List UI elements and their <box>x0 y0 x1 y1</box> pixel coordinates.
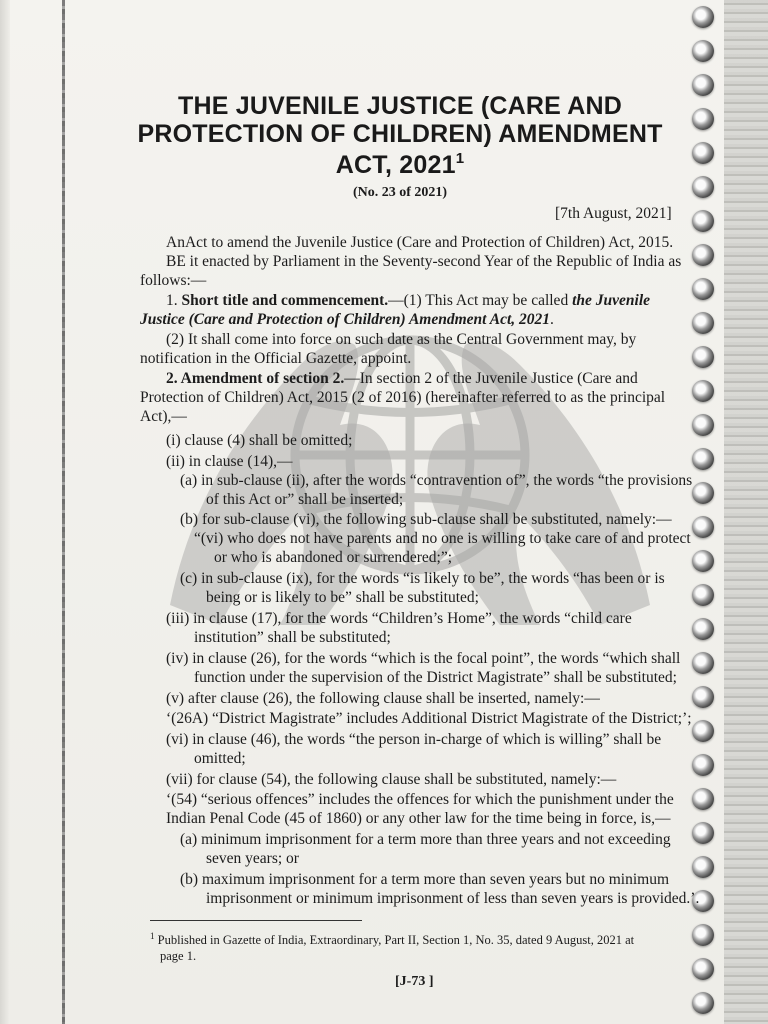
clause-iii-line-2: institution” shall be substituted; <box>194 629 391 646</box>
clause-vii: (vii) for clause (54), the following clause shall be substituted, namely:— <box>166 771 617 788</box>
clause-54-line-2: Indian Penal Code (45 of 1860) or any other law for the time being in force, is,— <box>166 810 671 827</box>
clause-iii-line-1: (iii) in clause (17), for the words “Children’s Home”, the words “child care <box>166 610 632 627</box>
short-title: Justice (Care and Protection of Children) Amendment Act, 2021 <box>140 311 551 328</box>
section-1-line-2: Justice (Care and Protection of Children) Amendment Act, 2021. <box>140 311 554 328</box>
section-1-line-4: notification in the Official Gazette, appoint. <box>140 350 412 367</box>
subclause-c-line-1: (c) in sub-clause (ix), for the words “is likely to be”, the words “has been or is <box>180 570 665 587</box>
section-2-line-3: Act),— <box>140 408 187 425</box>
act-title-line-1: THE JUVENILE JUSTICE (CARE AND <box>177 92 622 120</box>
act-title-line-2: PROTECTION OF CHILDREN) AMENDMENT <box>137 120 663 148</box>
item-b-line-2: imprisonment or minimum imprisonment of less than seven years is provided.’. <box>206 890 700 907</box>
footnote-separator <box>150 920 362 921</box>
enacting-formula-line-2: follows:— <box>140 272 207 289</box>
item-b-line-1: (b) maximum imprisonment for a term more than seven years but no minimum <box>180 871 670 888</box>
section-2-line-2: Protection of Children) Act, 2015 (2 of 2016) (hereinafter referred to as the principal <box>140 389 666 406</box>
section-2-heading: 2. Amendment of section 2. <box>166 370 345 387</box>
item-a-line-2: seven years; or <box>206 850 299 867</box>
clause-iv-line-1: (iv) in clause (26), for the words “which is the focal point”, the words “which shall <box>166 650 681 667</box>
clause-54-line-1: ‘(54) “serious offences” includes the offences for which the punishment under the <box>166 791 674 808</box>
clause-vi-line-1: (vi) in clause (46), the words “the person in-charge of which is willing” shall be <box>166 731 662 748</box>
subclause-a-line-1: (a) in sub-clause (ii), after the words “contravention of”, the words “the provisions <box>180 472 693 489</box>
subclause-b-line-1: (b) for sub-clause (vi), the following sub-clause shall be substituted, namely:— <box>180 511 672 528</box>
footnote-line-2: page 1. <box>160 949 197 963</box>
item-a-line-1: (a) minimum imprisonment for a term more than three years and not exceeding <box>180 831 671 848</box>
section-2-line-1: 2. Amendment of section 2.—In section 2 of the Juvenile Justice (Care and <box>166 370 638 387</box>
section-1-line-1: 1. Short title and commencement.—(1) This Act may be called the Juvenile <box>166 292 651 309</box>
clause-iv-line-2: function under the supervision of the District Magistrate” shall be substituted; <box>194 669 677 686</box>
clause-v: (v) after clause (26), the following clause shall be inserted, namely:— <box>166 690 600 707</box>
act-title-line-3: ACT, 2021$^1$ <box>335 150 465 179</box>
subclause-c-line-2: being or is likely to be” shall be substituted; <box>206 589 479 606</box>
clause-i: (i) clause (4) shall be omitted; <box>166 432 353 449</box>
long-title: AnAct to amend the Juvenile Justice (Care and Protection of Children) Act, 2015. <box>166 234 674 251</box>
enacting-formula-line-1: BE it enacted by Parliament in the Seventy-second Year of the Republic of India as <box>166 253 682 270</box>
subclause-b-line-3: or who is abandoned or surrendered;”; <box>214 549 453 566</box>
page-number: [J-73 ] <box>395 974 434 989</box>
subclause-a-line-2: of this Act or” shall be inserted; <box>206 491 404 508</box>
act-number: (No. 23 of 2021) <box>352 185 448 200</box>
clause-ii: (ii) in clause (14),— <box>166 453 293 470</box>
clause-vi-line-2: omitted; <box>194 750 246 767</box>
clause-26a: ‘(26A) “District Magistrate” includes Additional District Magistrate of the District;’; <box>166 710 692 727</box>
enactment-date: [7th August, 2021] <box>555 205 672 222</box>
footnote-line-1: $^1$ Published in Gazette of India, Extraordinary, Part II, Section 1, No. 35, dated 9 August, 2021 at <box>150 931 635 947</box>
section-1-heading: Short title and commencement. <box>181 292 389 309</box>
section-1-line-3: (2) It shall come into force on such date as the Central Government may, by <box>166 331 637 348</box>
footnote-reference: 1 <box>455 150 465 167</box>
subclause-b-line-2: “(vi) who does not have parents and no one is willing to take care of and protect <box>194 530 691 547</box>
